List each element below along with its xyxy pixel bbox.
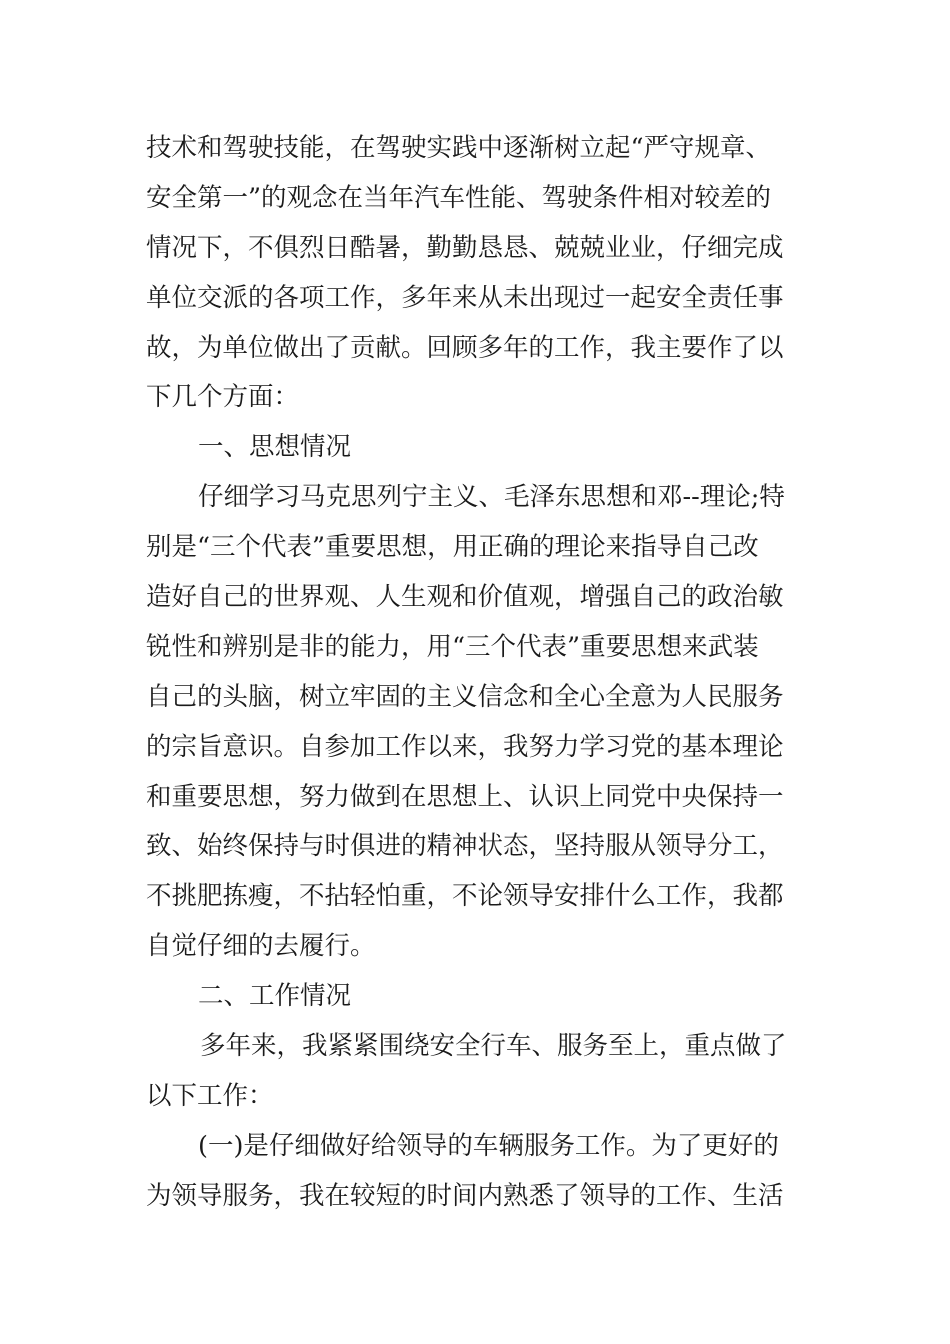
text-line: 不挑肥拣瘦，不拈轻怕重，不论领导安排什么工作，我都 [146,881,784,912]
text-line: 造好自己的世界观、人生观和价值观，增强自己的政治敏 [146,582,784,613]
text-line: 的宗旨意识。自参加工作以来，我努力学习党的基本理论 [146,731,784,762]
text-line: 致、始终保持与时俱进的精神状态，坚持服从领导分工， [146,831,784,862]
text-line: 单位交派的各项工作，多年来从未出现过一起安全责任事 [146,282,784,313]
text-line: 多年来，我紧紧围绕安全行车、服务至上，重点做了 [200,1031,787,1062]
text-line: 技术和驾驶技能，在驾驶实践中逐渐树立起“严守规章、 [146,133,772,163]
text-line: 和重要思想，努力做到在思想上、认识上同党中央保持一 [146,781,784,812]
text-line: 以下工作： [146,1080,274,1111]
text-line: 情况下，不俱烈日酷暑，勤勤恳恳、兢兢业业，仔细完成 [146,232,784,263]
section-heading: 一、思想情况 [198,432,352,463]
text-line: 下几个方面： [146,382,300,413]
text-line: 自己的头脑，树立牢固的主义信念和全心全意为人民服务 [146,681,784,712]
text-line: (一)是仔细做好给领导的车辆服务工作。为了更好的 [198,1130,779,1161]
document-body [146,124,816,1222]
text-line: 为领导服务，我在较短的时间内熟悉了领导的工作、生活 [146,1180,784,1211]
text-line: 自觉仔细的去履行。 [146,931,376,962]
text-line: 仔细学习马克思列宁主义、毛泽东思想和邓--理论;特 [198,482,785,513]
text-line: 别是“三个代表”重要思想，用正确的理论来指导自己改 [146,532,759,563]
text-line: 安全第一”的观念在当年汽车性能、驾驶条件相对较差的 [146,182,772,213]
text-line: 故，为单位做出了贡献。回顾多年的工作，我主要作了以 [146,332,784,363]
text-line: 锐性和辨别是非的能力，用“三个代表”重要思想来武装 [146,631,759,662]
section-heading: 二、工作情况 [198,981,352,1012]
